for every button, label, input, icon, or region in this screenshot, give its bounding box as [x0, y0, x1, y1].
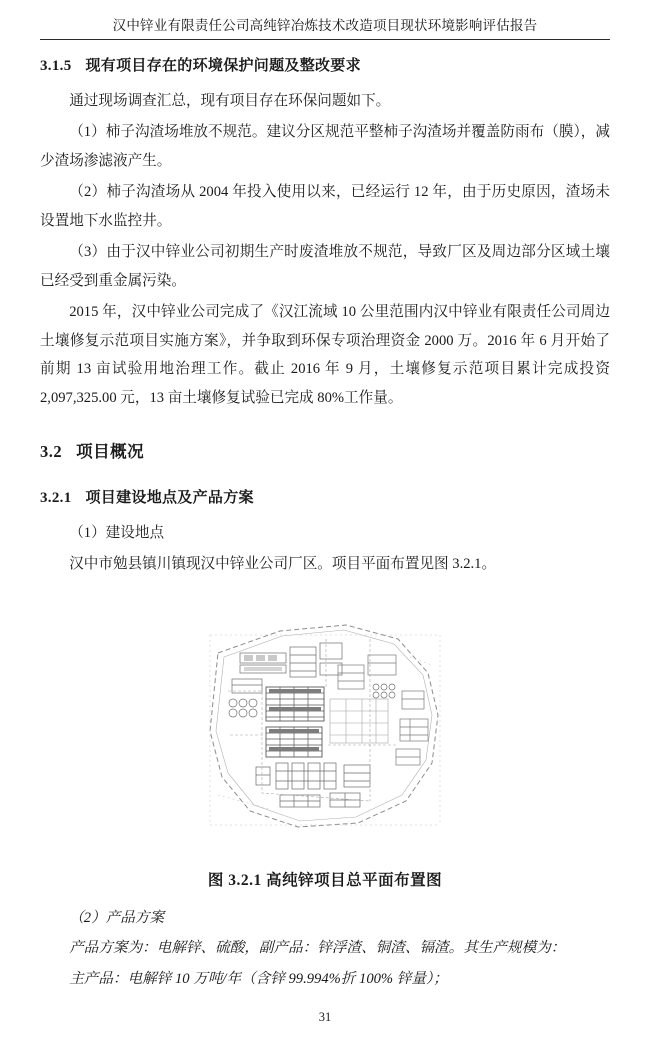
- section-heading-3-1-5: [40, 54, 610, 75]
- paragraph-remediation: 2015 年，汉中锌业公司完成了《汉江流域 10 公里范围内汉中锌业有限责任公司周边土壤修复示范项目实施方案》，并争取到环保专项治理资金 2000 万。2016 年 6 月开始了前期 13 亩试验用地治理工作。截止 2016 年 9 月，土壤修复示范项目累计完成投资 2,097,325.00 元，13 亩土壤修复试验已完成 80%工作量。: [40, 304, 610, 406]
- paragraph-intro: 通过现场调查汇总，现有项目存在环保问题如下。: [69, 93, 391, 109]
- figure-caption: 图 3.2.1 高纯锌项目总平面布置图: [207, 871, 443, 889]
- page-header: 汉中锌业有限责任公司高纯锌冶炼技术改造项目现状环境影响评估报告: [40, 14, 610, 40]
- section-title: 现有项目存在的环境保护问题及整改要求: [85, 58, 361, 74]
- subsection-label-product: （2）产品方案: [69, 909, 165, 926]
- paragraph-location: 汉中市勉县镇川镇现汉中锌业公司厂区。项目平面布置见图 3.2.1。: [69, 556, 497, 573]
- secondary-workshop-block: [266, 727, 322, 757]
- section-title: 项目建设地点及产品方案: [85, 489, 254, 506]
- site-general-layout-plan-drawing: [170, 595, 480, 860]
- section-heading-3-2: [40, 438, 610, 462]
- site-layout-figure: [170, 595, 480, 860]
- paragraph-issue-3: （3）由于汉中锌业公司初期生产时废渣堆放不规范，导致厂区及周边部分区域土壤已经受到重金属污染。: [40, 244, 610, 289]
- section-number: 3.2: [40, 441, 63, 461]
- page-number: 31: [318, 1010, 332, 1024]
- paragraph-issue-1: （1）柿子沟渣场堆放不规范。建议分区规范平整柿子沟渣场并覆盖防雨布（膜），减少渣场渗滤液产生。: [40, 124, 610, 169]
- east-structures: [338, 655, 428, 765]
- paragraph-product-scheme: 产品方案为：电解锌、硫酸，副产品：锌浮渣、铜渣、镉渣。其生产规模为：: [69, 940, 566, 957]
- main-workshop-block: [266, 687, 324, 721]
- paragraph-main-product: 主产品：电解锌 10 万吨/年（含锌 99.994%折 100% 锌量）；: [69, 970, 448, 987]
- section-heading-3-2-1: [40, 486, 610, 507]
- paragraph-issue-2: （2）柿子沟渣场从 2004 年投入使用以来，已经运行 12 年，由于历史原因，渣场未设置地下水监控井。: [40, 184, 610, 229]
- figure-container: [40, 595, 610, 860]
- surrounding-context: [210, 635, 440, 825]
- section-number: 3.1.5: [40, 58, 72, 74]
- central-yard: [330, 699, 388, 743]
- subsection-label-location: （1）建设地点: [69, 524, 165, 541]
- section-number: 3.2.1: [40, 489, 72, 506]
- south-unit-cluster: [256, 763, 370, 807]
- building-cluster-north: [232, 643, 342, 693]
- section-title: 项目概况: [76, 441, 145, 461]
